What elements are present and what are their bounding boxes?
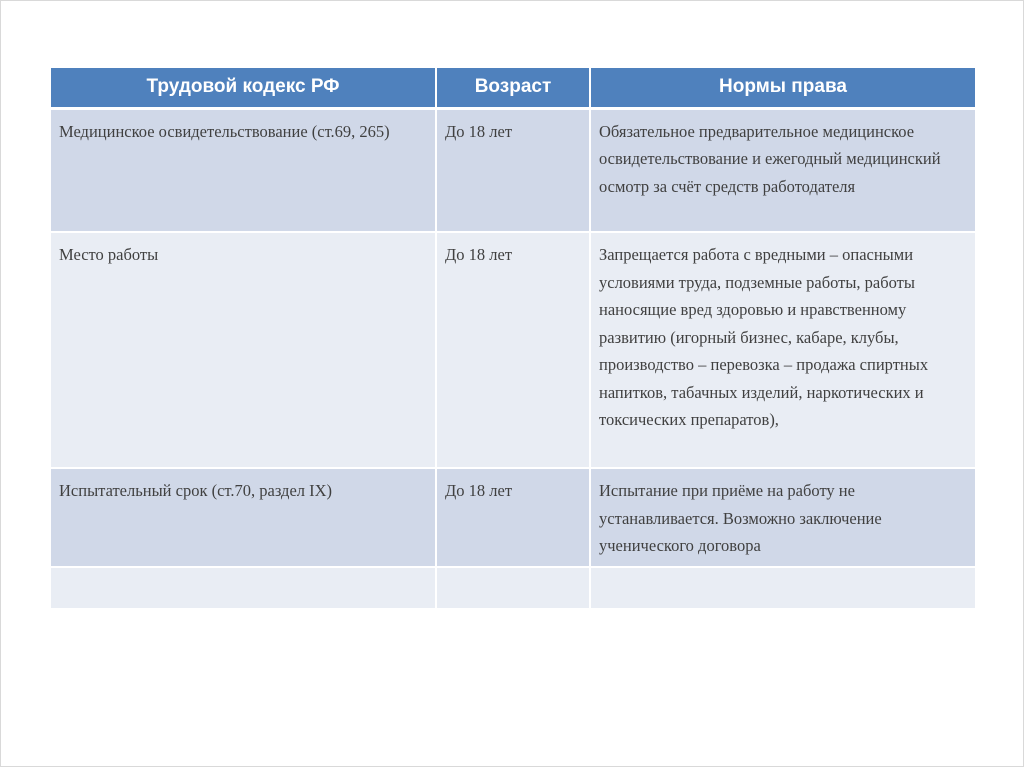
cell-labor-code — [51, 567, 436, 609]
cell-labor-code: Испытательный срок (ст.70, раздел IX) — [51, 468, 436, 567]
cell-legal-norm: Запрещается работа с вредными – опасными условиями труда, подземные работы, работы наносящие вред здоровью и нравственному развитию (игорный бизнес, кабаре, клубы, производство – перевозка – продажа спиртных напитков, табачных изделий, наркотических и токсических препаратов), — [590, 232, 975, 468]
header-age: Возраст — [436, 68, 590, 108]
cell-age: До 18 лет — [436, 232, 590, 468]
cell-legal-norm: Обязательное предварительное медицинское освидетельствование и ежегодный медицинский осмотр за счёт средств работодателя — [590, 108, 975, 232]
table-row — [51, 232, 975, 468]
table-row — [51, 468, 975, 567]
cell-legal-norm: Испытание при приёме на работу не устанавливается. Возможно заключение ученического договора — [590, 468, 975, 567]
cell-age: До 18 лет — [436, 468, 590, 567]
table-header-row — [51, 68, 975, 108]
header-labor-code: Трудовой кодекс РФ — [51, 68, 436, 108]
header-legal-norms: Нормы права — [590, 68, 975, 108]
cell-age — [436, 567, 590, 609]
cell-labor-code: Медицинское освидетельствование (ст.69, 265) — [51, 108, 436, 232]
table-row — [51, 108, 975, 232]
cell-legal-norm — [590, 567, 975, 609]
cell-age: До 18 лет — [436, 108, 590, 232]
table-row-empty — [51, 567, 975, 609]
labor-norms-table — [51, 68, 975, 610]
cell-labor-code: Место работы — [51, 232, 436, 468]
